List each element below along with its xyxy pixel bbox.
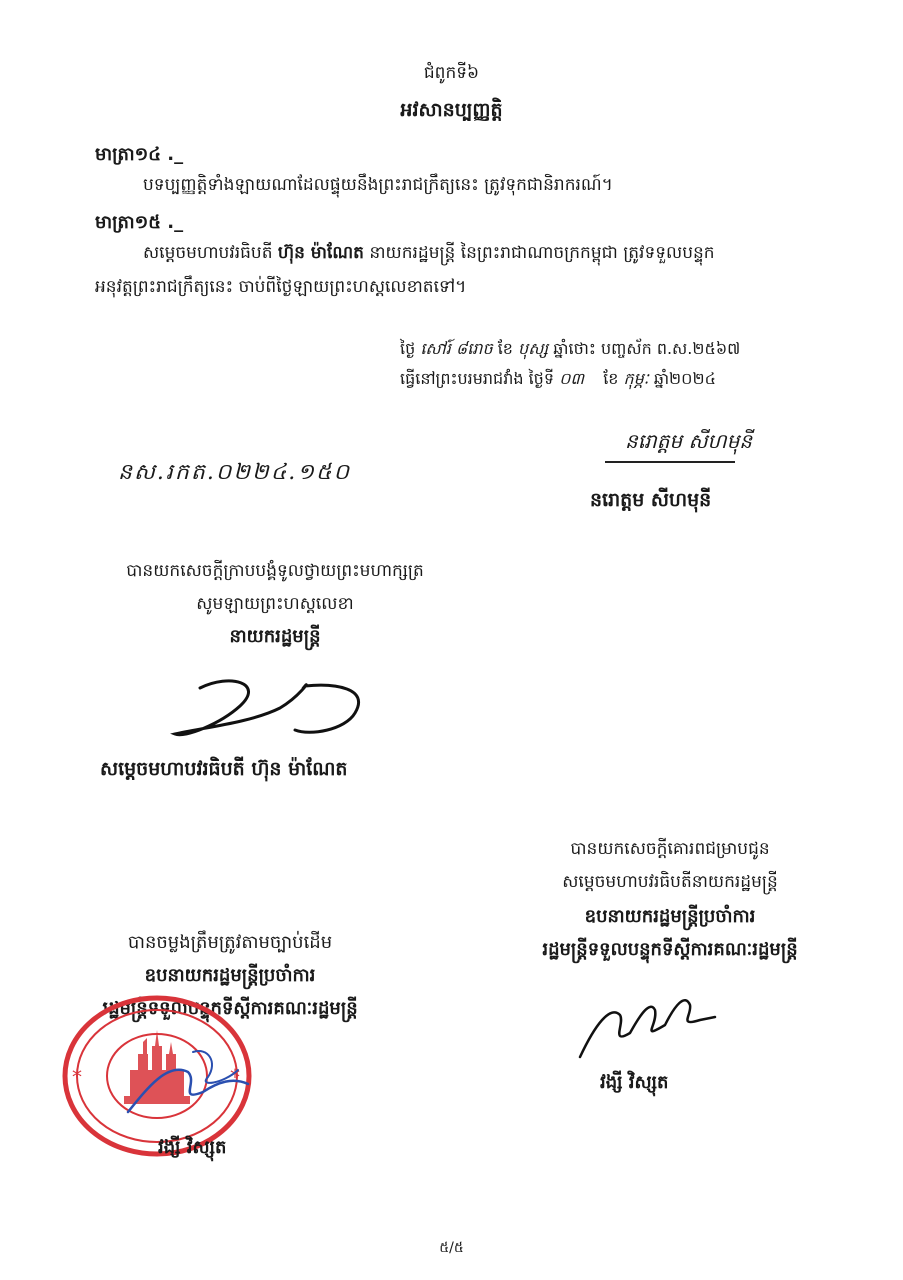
king-signature-underline — [605, 461, 735, 463]
date-place: ធ្វើនៅព្រះបរមរាជវាំង ថ្ងៃទី — [400, 369, 554, 388]
article-15-line-1-pre: សម្តេចមហាបវរធិបតី — [143, 243, 278, 263]
svg-text:*: * — [72, 1065, 82, 1089]
pm-block — [60, 560, 490, 651]
solar-date-line — [400, 368, 716, 392]
dpm-line-2: សម្តេចមហាបវរធិបតីនាយករដ្ឋមន្ត្រី — [562, 872, 778, 892]
dpm-title-1: ឧបនាយករដ្ឋមន្ត្រីប្រចាំការ — [584, 906, 756, 927]
dpm-title-2: រដ្ឋមន្ត្រីទទួលបន្ទុកទីស្តីការគណៈរដ្ឋមន្ត្រី — [542, 939, 798, 960]
certify-title-1: ឧបនាយករដ្ឋមន្ត្រីប្រចាំការ — [144, 965, 316, 986]
dpm-signature — [570, 985, 720, 1065]
date-year: ឆ្នាំ២០២៤ — [653, 369, 716, 388]
dpm-block — [460, 838, 880, 964]
article-15-heading: មាត្រា១៥ ._ — [95, 212, 184, 233]
pm-name: សម្តេចមហាបវរធិបតី ហ៊ុន ម៉ាណែត — [100, 758, 348, 780]
certify-line-1: បានចម្លងត្រឹមត្រូវតាមច្បាប់ដើម — [127, 932, 333, 953]
chapter-title: ជំពូកទី៦ — [423, 63, 480, 83]
lunar-day-handwritten: សៅរ៍ ៨រោច — [420, 339, 493, 358]
lunar-month-handwritten: បុស្ស — [518, 339, 549, 358]
dpm-line-1: បានយកសេចក្តីគោរពជម្រាបជូន — [570, 839, 770, 859]
article-15-line-1 — [95, 238, 715, 268]
chapter-name: អវសានប្បញ្ញត្តិ — [400, 99, 503, 121]
king-name: នរោត្តម សីហមុនី — [590, 489, 712, 511]
pm-line-2: សូមឡាយព្រះហស្តលេខា — [196, 594, 354, 614]
lunar-month-label: ខែ — [497, 339, 513, 358]
date-month-handwritten: កុម្ភៈ — [623, 369, 649, 388]
date-day-handwritten: ០៣ — [559, 369, 585, 388]
article-14-text: បទប្បញ្ញត្តិទាំងឡាយណាដែលផ្ទុយនឹងព្រះរាជក្រឹត្យនេះ ត្រូវទុកជានិរាករណ៍។ — [143, 175, 613, 195]
svg-text:*: * — [230, 1065, 240, 1089]
pm-line-1: បានយកសេចក្តីក្រាបបង្គំទូលថ្វាយព្រះមហាក្សត្រ — [126, 561, 424, 581]
lunar-year: ឆ្នាំថោះ បញ្ចស័ក ព.ស.២៥៦៧ — [553, 339, 741, 358]
certify-title-2: រដ្ឋមន្ត្រីទទួលបន្ទុកទីស្តីការគណៈរដ្ឋមន្ត្រី — [102, 998, 358, 1019]
date-month-label: ខែ — [603, 369, 619, 388]
lunar-prefix: ថ្ងៃ — [400, 339, 416, 358]
pm-title: នាយករដ្ឋមន្ត្រី — [229, 626, 321, 647]
page-number: ៥/៥ — [439, 1240, 464, 1256]
article-15-line-2: អនុវត្តព្រះរាជក្រឹត្យនេះ ចាប់ពីថ្ងៃឡាយព្រះហស្តលេខាតទៅ។ — [95, 277, 467, 297]
certify-name: វង្សី វិស្សុត — [158, 1137, 227, 1158]
pm-signature — [160, 668, 390, 748]
king-handwritten-signature: នរោត្តម សីហមុនី — [625, 429, 752, 453]
lunar-date-line — [400, 338, 740, 362]
reference-number: នស.រកត.០២២៤.១៥០ — [118, 460, 352, 485]
dpm-name: វង្សី វិស្សុត — [600, 1072, 669, 1093]
article-14-heading: មាត្រា១៤ ._ — [95, 144, 184, 165]
article-15-pm-name: ហ៊ុន ម៉ាណែត — [277, 243, 364, 263]
article-15-line-1-post: នាយករដ្ឋមន្ត្រី នៃព្រះរាជាណាចក្រកម្ពុជា ត្រូវទទួលបន្ទុក — [363, 243, 715, 263]
